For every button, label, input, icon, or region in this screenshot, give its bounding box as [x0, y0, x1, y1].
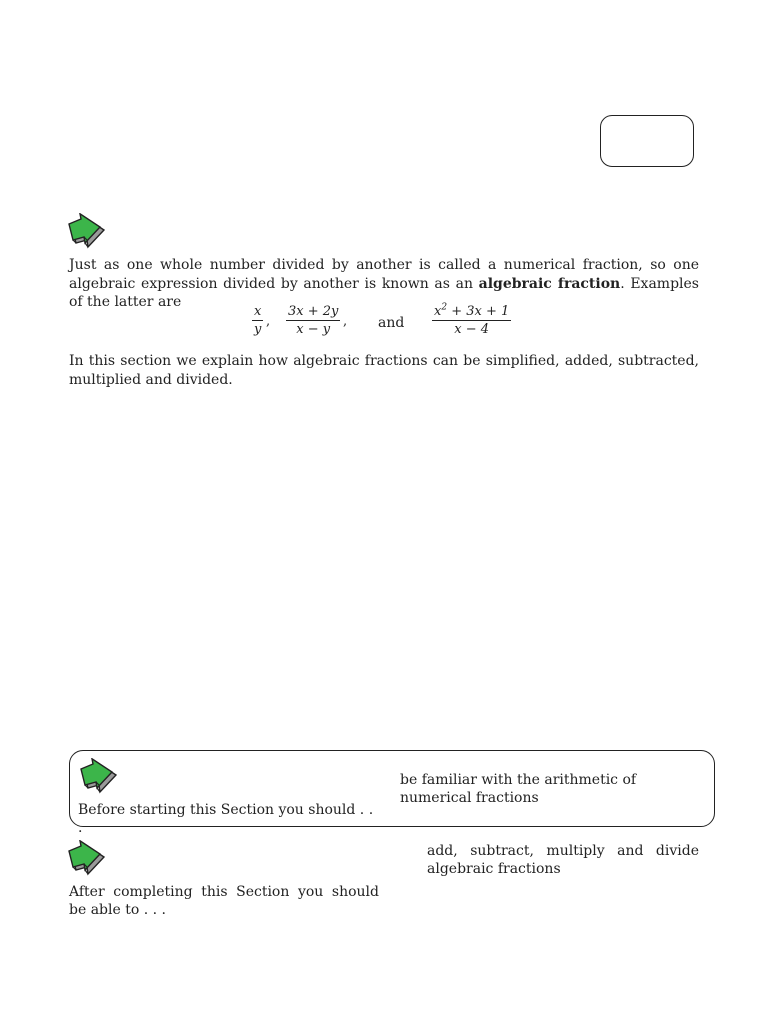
denominator: x − 4: [454, 322, 490, 337]
section-description: In this section we explain how algebraic fractions can be simplified, added, subtracted, multiplied and divided.: [69, 353, 699, 388]
and-word: and: [378, 315, 405, 331]
section-number-box: [600, 115, 694, 167]
denominator: y: [254, 322, 262, 337]
intro-text: Just as one whole number divided by another is called a numerical fraction, so one algebraic expression divided by another is known as an: [69, 257, 699, 292]
numerator-rest: + 3x + 1: [447, 304, 510, 319]
example-fractions: [0, 303, 768, 343]
green-arrow-icon: [66, 213, 108, 251]
key-term: algebraic fraction: [478, 275, 621, 292]
numerator: [432, 303, 511, 320]
prerequisites-lead: Before starting this Section you should . . .: [78, 802, 374, 836]
fraction-x-over-y: [252, 303, 263, 338]
denominator: x − y: [296, 322, 331, 337]
separator-comma: ,: [266, 314, 271, 329]
exponent: 2: [441, 302, 448, 313]
outcome-item: add, subtract, multiply and divide algebraic fractions: [427, 843, 699, 877]
numerator: 3x + 2y: [288, 304, 339, 319]
separator-comma: ,: [343, 314, 348, 329]
green-arrow-icon: [66, 840, 108, 878]
outcomes-lead: After completing this Section you should be able to . . .: [69, 884, 379, 918]
green-arrow-icon: [78, 758, 120, 796]
numerator-base: x: [434, 304, 442, 319]
prerequisite-item: be familiar with the arithmetic of numerical fractions: [400, 772, 637, 806]
fraction-quadratic: [432, 303, 511, 338]
numerator: x: [254, 304, 262, 319]
fraction-3x-plus-2y: [286, 303, 340, 338]
intro-text-end: . Examples of the latter are: [69, 275, 699, 310]
